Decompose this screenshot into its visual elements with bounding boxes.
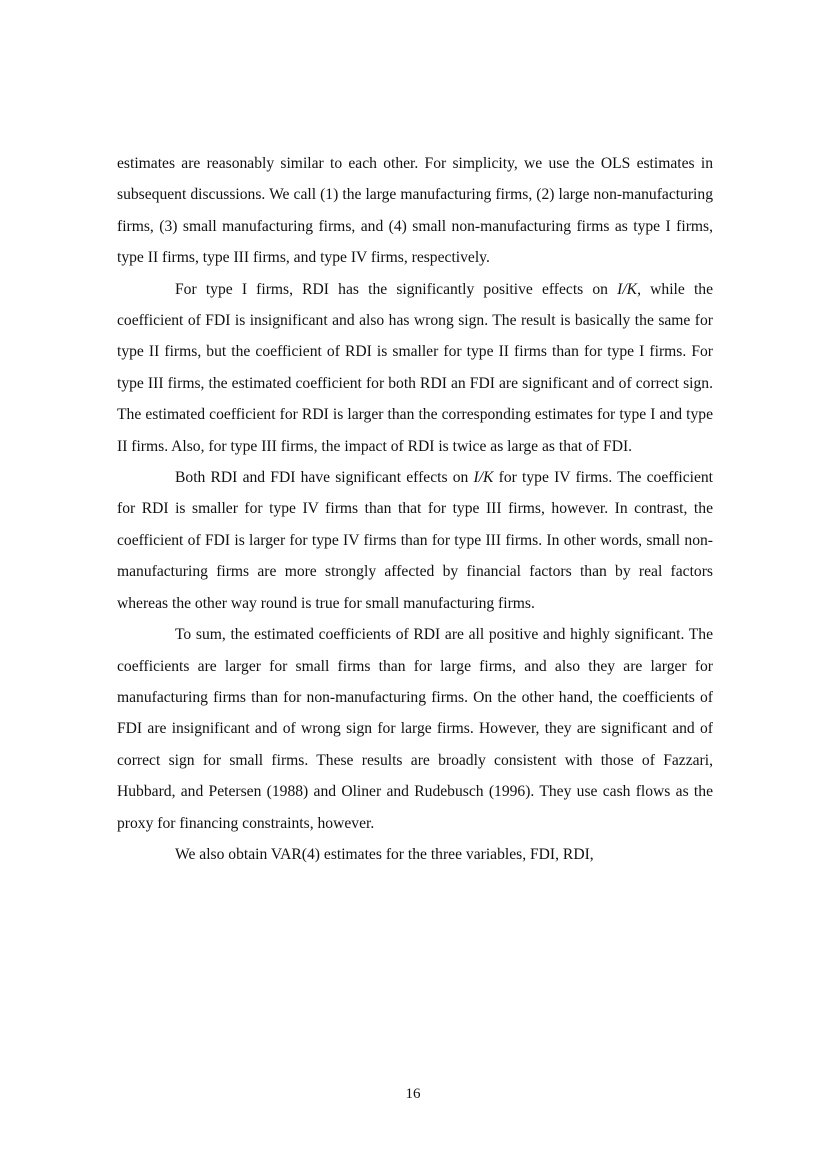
variable-ik: I/K [473, 469, 494, 487]
paragraph-3: Both RDI and FDI have significant effects on I/K for type IV firms. The coefficient for RDI is smaller for type IV firms than that for type III firms, however. In contrast, the coefficient of FDI is larger for type IV firms than for type III firms. In other words, small non-manufacturing firms are more strongly affected by financial factors than by real factors whereas the other way round is true for small manufacturing firms. [117, 469, 714, 612]
paragraph-5: We also obtain VAR(4) estimates for the three variables, FDI, RDI, [175, 845, 594, 863]
variable-ik: I/K [617, 280, 638, 298]
paragraph-4: To sum, the estimated coefficients of RDI are all positive and highly significant. The coefficients are larger for small firms than for large firms, and also they are larger for manufacturing firms than for non-manufacturing firms. On the other hand, the coefficients of FDI are insignificant and of wrong sign for large firms. However, they are significant and of correct sign for small firms. These results are broadly consistent with those of Fazzari, Hubbard, and Petersen (1988) and Oliner and Rudebusch (1996). They use cash flows as the proxy for financing constraints, however. [117, 626, 713, 832]
paragraph-1: estimates are reasonably similar to each other. For simplicity, we use the OLS estimates in subsequent discussions. We call (1) the large manufacturing firms, (2) large non-manufacturing firms, (3) small manufacturing firms, and (4) small non-manufacturing firms as type I firms, type II firms, type III firms, and type IV firms, respectively. [117, 155, 713, 267]
paragraph-2: For type I firms, RDI has the significantly positive effects on I/K, while the coefficient of FDI is insignificant and also has wrong sign. The result is basically the same for type II firms, but the coefficient of RDI is smaller for type II firms than for type I firms. For type III firms, the estimated coefficient for both RDI an FDI are significant and of correct sign. The estimated coefficient for RDI is larger than the corresponding estimates for type I and type II firms. Also, for type III firms, the impact of RDI is twice as large as that of FDI. [117, 280, 714, 455]
page-number: 16 [405, 1086, 421, 1102]
page-body [117, 148, 713, 870]
